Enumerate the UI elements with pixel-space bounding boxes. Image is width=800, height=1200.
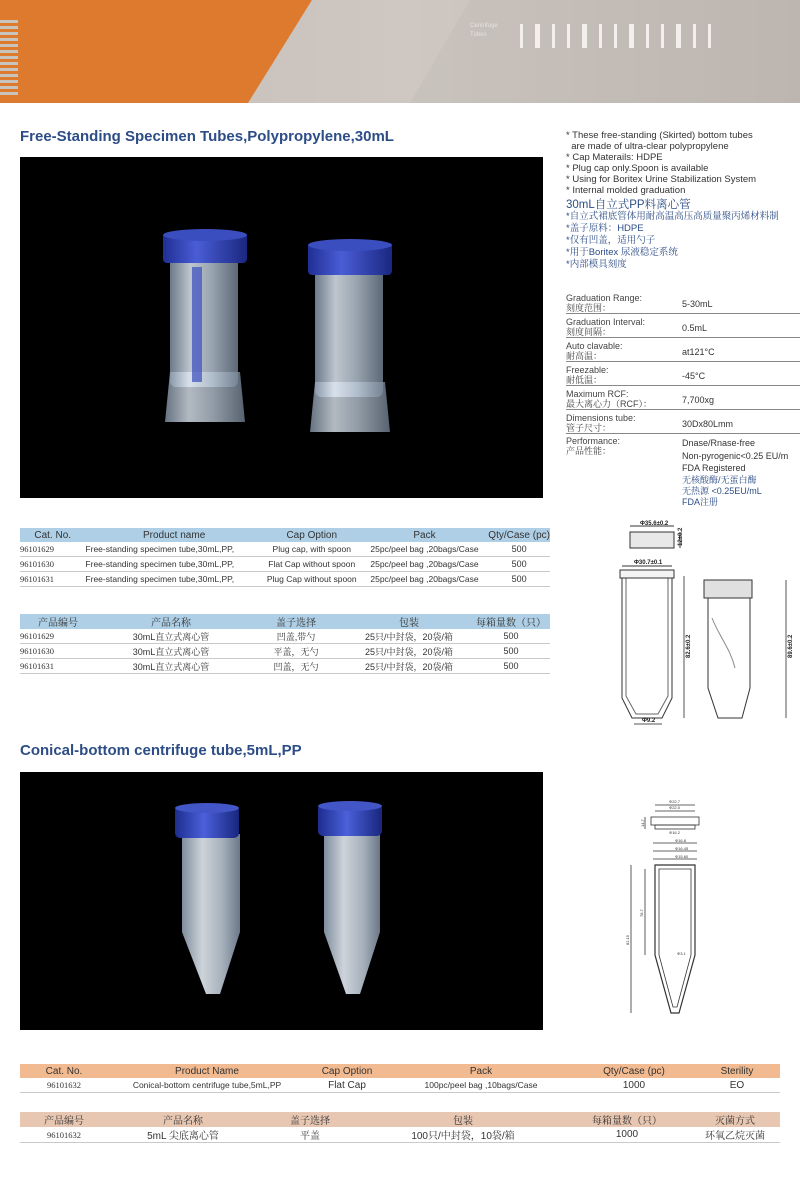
perf-value-cn: 无核酸酶/无蛋白酶 [682,474,757,485]
cell: 平盖 [258,1127,362,1143]
col-header: Product name [85,528,262,542]
table-row [20,542,550,557]
col-header: Cat. No. [20,1064,108,1078]
cell: 25只/中封袋，20袋/箱 [346,644,472,659]
cell: 25pc/peel bag ,20bags/Case [361,542,489,557]
col-header: Cap Option [306,1064,388,1078]
perf-value-en: Non-pyrogenic<0.25 EU/m [682,450,789,461]
perf-label-en: Performance: [566,436,621,446]
property-row [566,410,800,434]
col-header: Pack [361,528,489,542]
col-header: 灭菌方式 [690,1112,780,1127]
cell: 96101632 [20,1078,108,1093]
table-row [20,1127,780,1143]
prop-value: 5-30mL [682,299,713,309]
prop-label-en: Freezable: [566,365,609,375]
cn-note-5: *内部模具刻度 [566,259,627,270]
dim-body-h: 82.6±0.2 [686,634,692,658]
perf-value-en: Dnase/Rnase-free [682,438,756,448]
conical-tube-right [318,801,382,994]
cell: 25只/中封袋，20袋/箱 [346,629,472,644]
cell: 500 [472,644,550,659]
conical-tube-left [175,803,240,994]
note-4: * Using for Boritex Urine Stabilization System [566,174,757,185]
cell: 500 [488,557,550,572]
property-list [566,290,800,434]
dim-len2: 82.15 [625,934,630,945]
cell: Flat Cap without spoon [263,557,361,572]
section2-title: Conical-bottom centrifuge tube,5mL,PP [20,742,302,759]
cell: 96101631 [20,659,96,674]
col-header: 盖子选择 [246,614,346,629]
col-header: Cat. No. [20,528,85,542]
cell: 500 [472,659,550,674]
cell: 25pc/peel bag ,20bags/Case [361,557,489,572]
tube-without-spoon [308,239,392,432]
section1-technical-drawing [600,518,800,728]
prop-value: at121°C [682,347,715,357]
col-header: 包装 [362,1112,564,1127]
dim-d2: Φ22.0 [669,805,680,810]
col-header: Sterility [694,1064,780,1078]
cell: Free-standing specimen tube,30mL,PP, [85,542,262,557]
dim-cap-top: Φ35.6±0.2 [640,521,669,527]
note-5: * Internal molded graduation [566,185,686,196]
dim-len1: 78.7 [639,909,644,917]
cell: 500 [488,572,550,587]
col-header: Qty/Case (pc) [574,1064,694,1078]
prop-label-cn: 耐高温： [566,350,603,361]
cell: 平盖，无勺 [246,644,346,659]
cell: EO [694,1078,780,1093]
table-row [20,572,550,587]
cell: 25pc/peel bag ,20bags/Case [361,572,489,587]
prop-label-en: Dimensions tube: [566,413,636,423]
cell: Flat Cap [306,1078,388,1093]
dim-bottom: Φ9.2 [642,718,656,724]
dim-cap-h2: 14.7 [640,819,645,827]
property-row [566,290,800,314]
prop-label-cn: 刻度间隔： [566,326,612,337]
col-header: 产品编号 [20,1112,108,1127]
cell: Plug cap, with spoon [263,542,361,557]
table-header-row [20,528,550,542]
prop-label-en: Graduation Range: [566,293,643,303]
tube-with-spoon [163,229,247,422]
table-row [20,557,550,572]
cell: 500 [472,629,550,644]
cell: 凹盖，无勺 [246,659,346,674]
cell: 1000 [564,1127,690,1143]
dim-d5: Φ16.45 [675,846,689,851]
cell: 30mL直立式离心管 [96,629,246,644]
prop-value: 7,700xg [682,395,715,405]
header-orange-shape [0,0,800,103]
prop-label-cn: 管子尺寸： [566,422,612,433]
header-left-stripes [0,20,18,100]
dim-d6: Φ15.60 [675,854,689,859]
section1-photo [20,157,543,498]
table-header-row [20,1064,780,1078]
col-header: 盖子选择 [258,1112,362,1127]
table-row [20,644,550,659]
section1-title: Free-Standing Specimen Tubes,Polypropylene,30mL [20,128,394,145]
cell: 96101629 [20,629,96,644]
prop-value: 30Dx80Lmm [682,419,734,429]
col-header: 每箱量数（只） [472,614,550,629]
prop-value: -45°C [682,371,706,381]
col-header: Product Name [108,1064,306,1078]
cell: 96101630 [20,557,85,572]
col-header: 包装 [346,614,472,629]
col-header: 产品编号 [20,614,96,629]
col-header: Pack [388,1064,574,1078]
property-row [566,314,800,338]
table-header-row [20,1112,780,1127]
cell: 环氧乙烷灭菌 [690,1127,780,1143]
cell: Plug Cap without spoon [263,572,361,587]
prop-label-en: Auto clavable: [566,341,623,351]
prop-label-cn: 耐低温： [566,374,603,385]
property-row [566,362,800,386]
perf-value-cn: 无热源 <0.25EU/mL [682,485,762,496]
header-banner [0,0,800,103]
section1-spec-notes [566,130,800,271]
section1-table-en [20,528,550,587]
dim-d1: Φ22.7 [669,799,680,804]
dim-body-top: Φ30.7±0.1 [634,560,663,566]
cell: 96101629 [20,542,85,557]
cell: 1000 [574,1078,694,1093]
section2-table-en [20,1064,780,1093]
cell: Free-standing specimen tube,30mL,PP, [85,557,262,572]
cell: 100只/中封袋，10袋/箱 [362,1127,564,1143]
cell: 96101631 [20,572,85,587]
note-2: * Cap Materails: HDPE [566,152,663,163]
col-header: Cap Option [263,528,361,542]
cn-note-1: *自立式裙底管体用耐高温高压高质量聚丙烯材料制 [566,211,779,222]
cell: 30mL直立式离心管 [96,644,246,659]
prop-label-en: Maximum RCF: [566,389,629,399]
section2-table-cn [20,1112,780,1143]
dim-total-h: 89.6±0.2 [788,634,794,658]
prop-label-en: Graduation Interval: [566,317,646,327]
col-header: 产品名称 [96,614,246,629]
prop-label-cn: 刻度范围： [566,302,612,313]
col-header: 产品名称 [108,1112,258,1127]
perf-value-cn: FDA注册 [682,496,719,507]
perf-value-en: FDA Registered [682,463,746,473]
cell: 100pc/peel bag ,10bags/Case [388,1078,574,1093]
dim-cap-h: 12±0.2 [678,527,684,546]
cell: 凹盖,带勺 [246,629,346,644]
table-row [20,659,550,674]
dim-d3: Φ16.2 [669,830,680,835]
dim-d4: Φ16.8 [675,838,686,843]
cell: 96101632 [20,1127,108,1143]
table-row [20,629,550,644]
header-bars [520,24,723,48]
col-header: Qty/Case (pc) [488,529,550,541]
header-ghost-label: Centrifuge Tubes [470,23,498,38]
perf-label-cn: 产品性能： [566,445,612,456]
cell: Free-standing specimen tube,30mL,PP, [85,572,262,587]
cell: 96101630 [20,644,96,659]
cn-note-2: *盖子原料：HDPE [566,223,644,234]
section2-photo [20,772,543,1030]
prop-label-cn: 最大离心力（RCF）： [566,398,652,409]
prop-value: 0.5mL [682,323,708,333]
cn-note-3: *仅有凹盖，适用勺子 [566,235,656,246]
cell: Conical-bottom centrifuge tube,5mL,PP [108,1078,306,1093]
cell: 500 [488,542,550,557]
cell: 5mL 尖底离心管 [108,1127,258,1143]
cn-note-4: *用于Boritex 尿液稳定系统 [566,247,678,258]
property-row [566,338,800,362]
table-row [20,1078,780,1093]
note-1: * These free-standing (Skirted) bottom tubes are made of ultra-clear polypropylene [566,130,753,152]
col-header: 每箱量数（只） [564,1112,690,1127]
cell: 25只/中封袋，20袋/箱 [346,659,472,674]
cell: 30mL直立式离心管 [96,659,246,674]
dim-tip: Φ3.1 [677,951,686,956]
cn-title: 30mL自立式PP料离心管 [566,199,691,211]
section2-technical-drawing [615,795,725,1035]
section1-table-cn [20,614,550,674]
table-header-row [20,614,550,629]
note-3: * Plug cap only.Spoon is available [566,163,709,174]
property-row [566,386,800,410]
